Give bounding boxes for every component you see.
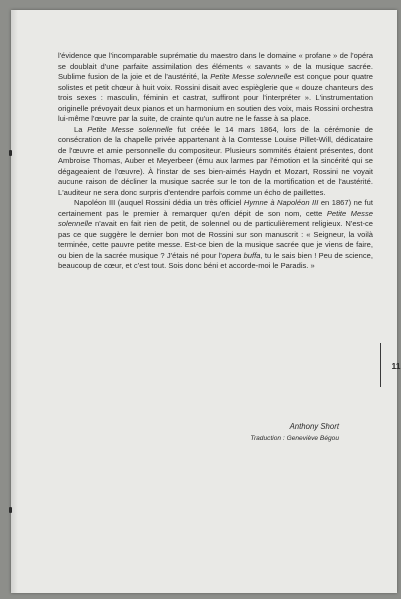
text-run: Napoléon III (auquel Rossini dédia un très officiel bbox=[74, 198, 244, 207]
paragraph-2 bbox=[58, 125, 373, 199]
text-run: fut créée le 14 mars 1864, lors de la cérémonie de consécration de la chapelle privée appartenant à la Comtesse Louise Pillet-Will, dédicataire de l'œuvre et amie personnelle du compositeur. Plusieurs sommités étaient présentes, dont Ambroise Thomas, Auber et Meyerbeer (ému aux larmes par l'émotion et la sincérité qui se dégageaient de l'œuvre). À l'instar de ses bien-aimés Haydn et Mozart, Rossini ne voyait aucune raison de décliner la musique sacrée sur le ton de la mortification et de l'austérité. L'auditeur ne sera donc surpris d'entendre parfois comme un écho de paillettes. bbox=[58, 124, 374, 197]
paragraph-3 bbox=[58, 198, 373, 272]
work-title: Petite Messe solennelle bbox=[210, 72, 292, 81]
binding-staple-mark bbox=[9, 507, 12, 513]
text-run: , tu le sais bien ! Peu de science, beaucoup de cœur, et c'est tout. Sois donc béni et accorde-moi le Paradis. » bbox=[58, 250, 373, 270]
page-number: 11 bbox=[391, 361, 401, 371]
text-run: n'avait en fait rien de petit, de solennel ou de particulièrement religieux. N'est-ce pas ce que suggère le dernier bon mot de Rossini sur son manuscrit : « Seigneur, la voilà terminée, cette pauvre petite messe. Est-ce bien de la musique sacrée que je viens de faire, ou bien de la sacrée musique ? J'étais né pour l' bbox=[58, 219, 373, 260]
work-title: Hymne à Napoléon III bbox=[243, 198, 319, 207]
text-run: en 1867) ne fut certainement pas le premier à remarquer qu'en dépit de son nom, cette bbox=[58, 198, 373, 218]
binding-shadow bbox=[11, 10, 18, 593]
document-page bbox=[11, 10, 401, 593]
author-signature: Anthony Short bbox=[289, 422, 339, 431]
work-title: Petite Messe solennelle bbox=[58, 208, 373, 228]
paragraph-1 bbox=[58, 51, 373, 125]
article-body bbox=[58, 51, 373, 272]
binding-staple-mark bbox=[9, 150, 12, 156]
text-run: est conçue pour quatre solistes et petit chœur à huit voix. Rossini disait avec espièglerie que « douze chanteurs des trois sexes : masculin, féminin et castrat, suffiront pour l'interpréter ». L'instrumentation originelle prévoyait deux pianos et un harmonium en soutien des voix, mais Rossini orchestra lui-même l'œuvre par la suite, de crainte qu'un autre ne le fasse à sa place. bbox=[58, 72, 374, 123]
work-title: opera buffa bbox=[221, 250, 261, 260]
translation-credit: Traduction : Geneviève Bégou bbox=[250, 435, 339, 442]
text-run: La bbox=[74, 124, 88, 134]
work-title: Petite Messe solennelle bbox=[87, 124, 173, 134]
text-run: l'évidence que l'incomparable suprématie du maestro dans le domaine « profane » de l'opéra se doublait d'une parfaite assimilation des éléments « savants » de la musique sacrée. Sublime fusion de la joie et de l'austérité, la bbox=[58, 51, 373, 81]
page-number-rule bbox=[380, 343, 381, 387]
